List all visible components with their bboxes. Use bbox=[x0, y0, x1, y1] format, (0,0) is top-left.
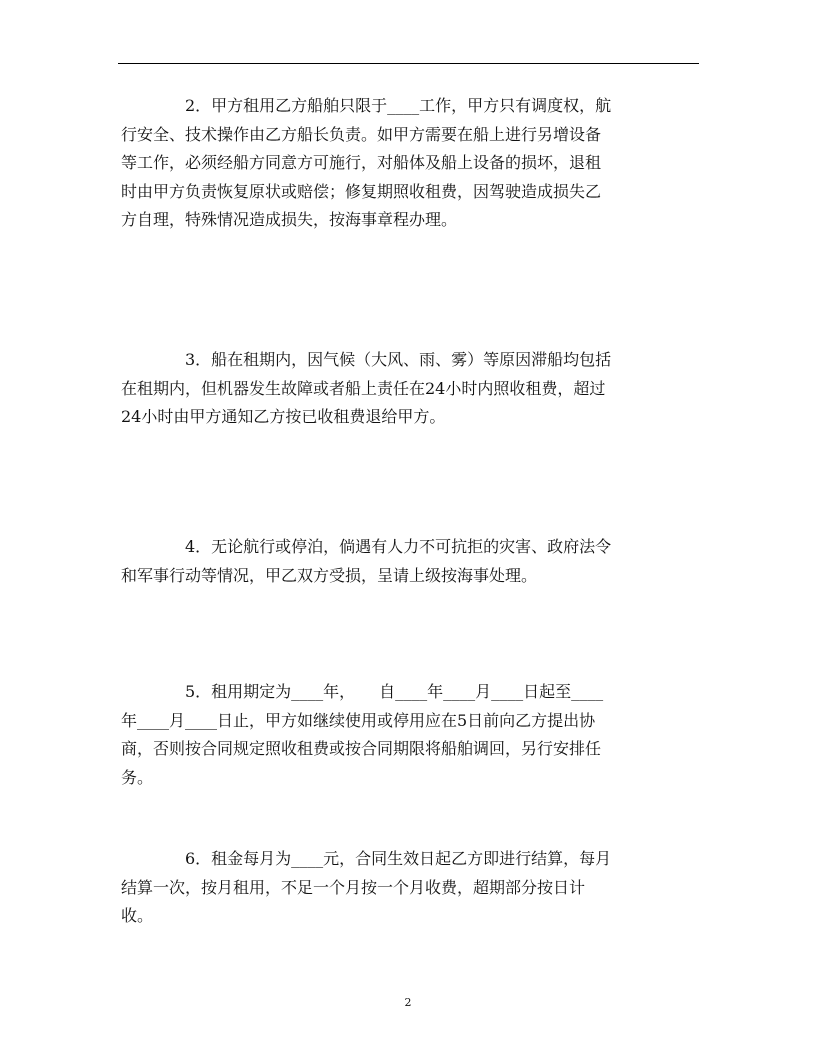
text-line: 收。 bbox=[121, 906, 154, 925]
text-line: 在租期内，但机器发生故障或者船上责任在24小时内照收租费，超过 bbox=[121, 378, 606, 398]
text-line: 结算一次，按月租用，不足一个月按一个月收费，超期部分按日计 bbox=[121, 877, 586, 897]
text-line: 2．甲方租用乙方船舶只限于____工作，甲方只有调度权，航 bbox=[121, 96, 612, 115]
clause-5 bbox=[121, 678, 696, 792]
header-rule bbox=[118, 63, 699, 64]
clause-6 bbox=[121, 845, 696, 931]
text-line: 5．租用期定为____年， 自____年____月____日起至____ bbox=[121, 682, 604, 701]
text-line: 方自理，特殊情况造成损失，按海事章程办理。 bbox=[121, 210, 458, 229]
text-line: 年____月____日止，甲方如继续使用或停用应在5日前向乙方提出协 bbox=[121, 710, 596, 730]
clause-4 bbox=[121, 533, 696, 590]
text-line: 商，否则按合同规定照收租费或按合同期限将船舶调回，另行安排任 bbox=[121, 739, 602, 758]
text-line: 24小时由甲方通知乙方按已收租费退给甲方。 bbox=[121, 407, 446, 426]
text-line: 行安全、技术操作由乙方船长负责。如甲方需要在船上进行另增设备 bbox=[121, 124, 602, 144]
page-number: 2 bbox=[404, 996, 412, 1009]
clause-3 bbox=[121, 346, 696, 432]
clause-2 bbox=[121, 92, 696, 235]
text-line: 4．无论航行或停泊，倘遇有人力不可抗拒的灾害、政府法令 bbox=[121, 537, 612, 556]
text-line: 和军事行动等情况，甲乙双方受损，呈请上级按海事处理。 bbox=[121, 565, 538, 585]
text-line: 3．船在租期内，因气候（大风、雨、雾）等原因滞船均包括 bbox=[121, 350, 612, 369]
text-line: 务。 bbox=[121, 767, 154, 787]
text-line: 6．租金每月为____元，合同生效日起乙方即进行结算，每月 bbox=[121, 849, 612, 868]
text-line: 时由甲方负责恢复原状或赔偿；修复期照收租费，因驾驶造成损失乙 bbox=[121, 181, 602, 201]
text-line: 等工作，必须经船方同意方可施行，对船体及船上设备的损坏，退租 bbox=[121, 153, 602, 172]
